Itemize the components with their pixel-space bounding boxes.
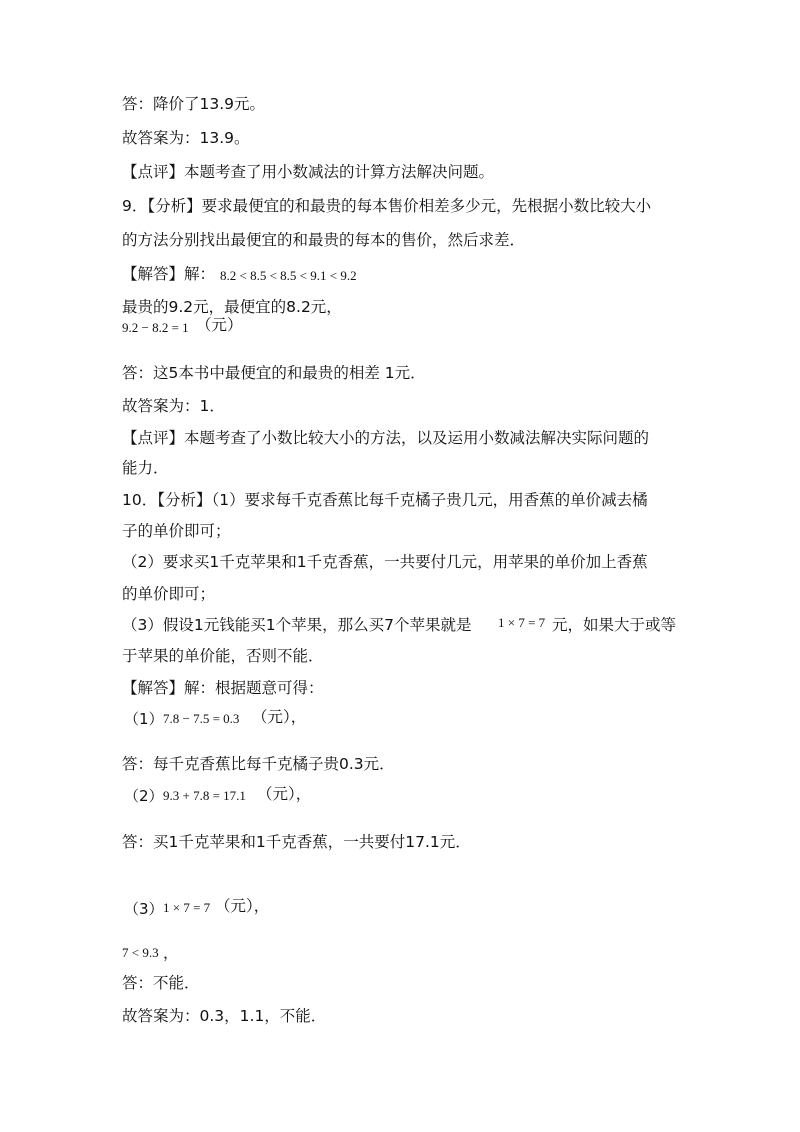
text-line: 9．【分析】要求最便宜的和最贵的每本售价相差多少元，先根据小数比较大小 [122,197,652,215]
math-expression: 1 × 7 = 7 [163,900,211,915]
text-line: 故答案为：13.9。 [122,129,250,147]
text-line: 【点评】本题考查了小数比较大小的方法，以及运用小数减法解决实际问题的 [122,429,650,447]
text-line: 故答案为：1． [122,397,225,415]
text-line: 答：买1千克苹果和1千克香蕉，一共要付17.1元． [122,833,471,851]
text-line: 答：这5本书中最便宜的和最贵的相差 1元． [122,364,426,382]
text-line: 【解答】解： [122,265,216,283]
text-line: 10．【分析】（1）要求每千克香蕉比每千克橘子贵几元，用香蕉的单价减去橘 [122,491,648,509]
text-line: 答：降价了13.9元。 [122,95,266,113]
text-line: 故答案为：0.3，1.1，不能． [122,1007,327,1025]
text-line: （2）要求买1千克苹果和1千克香蕉，一共要付几元，用苹果的单价加上香蕉 [122,553,648,571]
unit-text: （元）， [215,897,270,915]
text-line: 答：每千克香蕉比每千克橘子贵0.3元． [122,755,395,773]
text-line: 的方法分别找出最便宜的和最贵的每本的售价，然后求差． [122,231,526,249]
text-line: 最贵的9.2元，最便宜的8.2元， [122,298,342,316]
math-expression: 8.2 < 8.5 < 8.5 < 9.1 < 9.2 [220,268,357,283]
unit-text: （元）， [257,785,312,803]
text-line: 答：不能． [122,974,200,992]
text-line: ， [163,944,179,962]
math-expression: 9.3 + 7.8 = 17.1 [163,788,246,803]
text-line: 【点评】本题考查了用小数减法的计算方法解决问题。 [122,163,495,181]
text-line: （3）假设1元钱能买1个苹果，那么买7个苹果就是 [122,616,472,634]
text-line: 于苹果的单价能，否则不能． [122,647,324,665]
math-expression: 9.2 − 8.2 = 1 [122,320,189,335]
text-line: 元，如果大于或等 [552,616,677,634]
item-label: （2） [124,787,164,805]
text-line: 【解答】解：根据题意可得： [122,679,324,697]
unit-text: （元） [196,316,243,334]
unit-text: （元）， [252,708,307,726]
math-expression: 7 < 9.3 [122,945,159,960]
math-expression: 7.8 − 7.5 = 0.3 [163,711,240,726]
math-expression: 1 × 7 = 7 [498,615,546,630]
item-label: （1） [124,710,164,728]
text-line: 能力． [122,459,169,477]
item-label: （3） [124,900,164,918]
text-line: 子的单价即可； [122,522,231,540]
text-line: 的单价即可； [122,585,216,603]
